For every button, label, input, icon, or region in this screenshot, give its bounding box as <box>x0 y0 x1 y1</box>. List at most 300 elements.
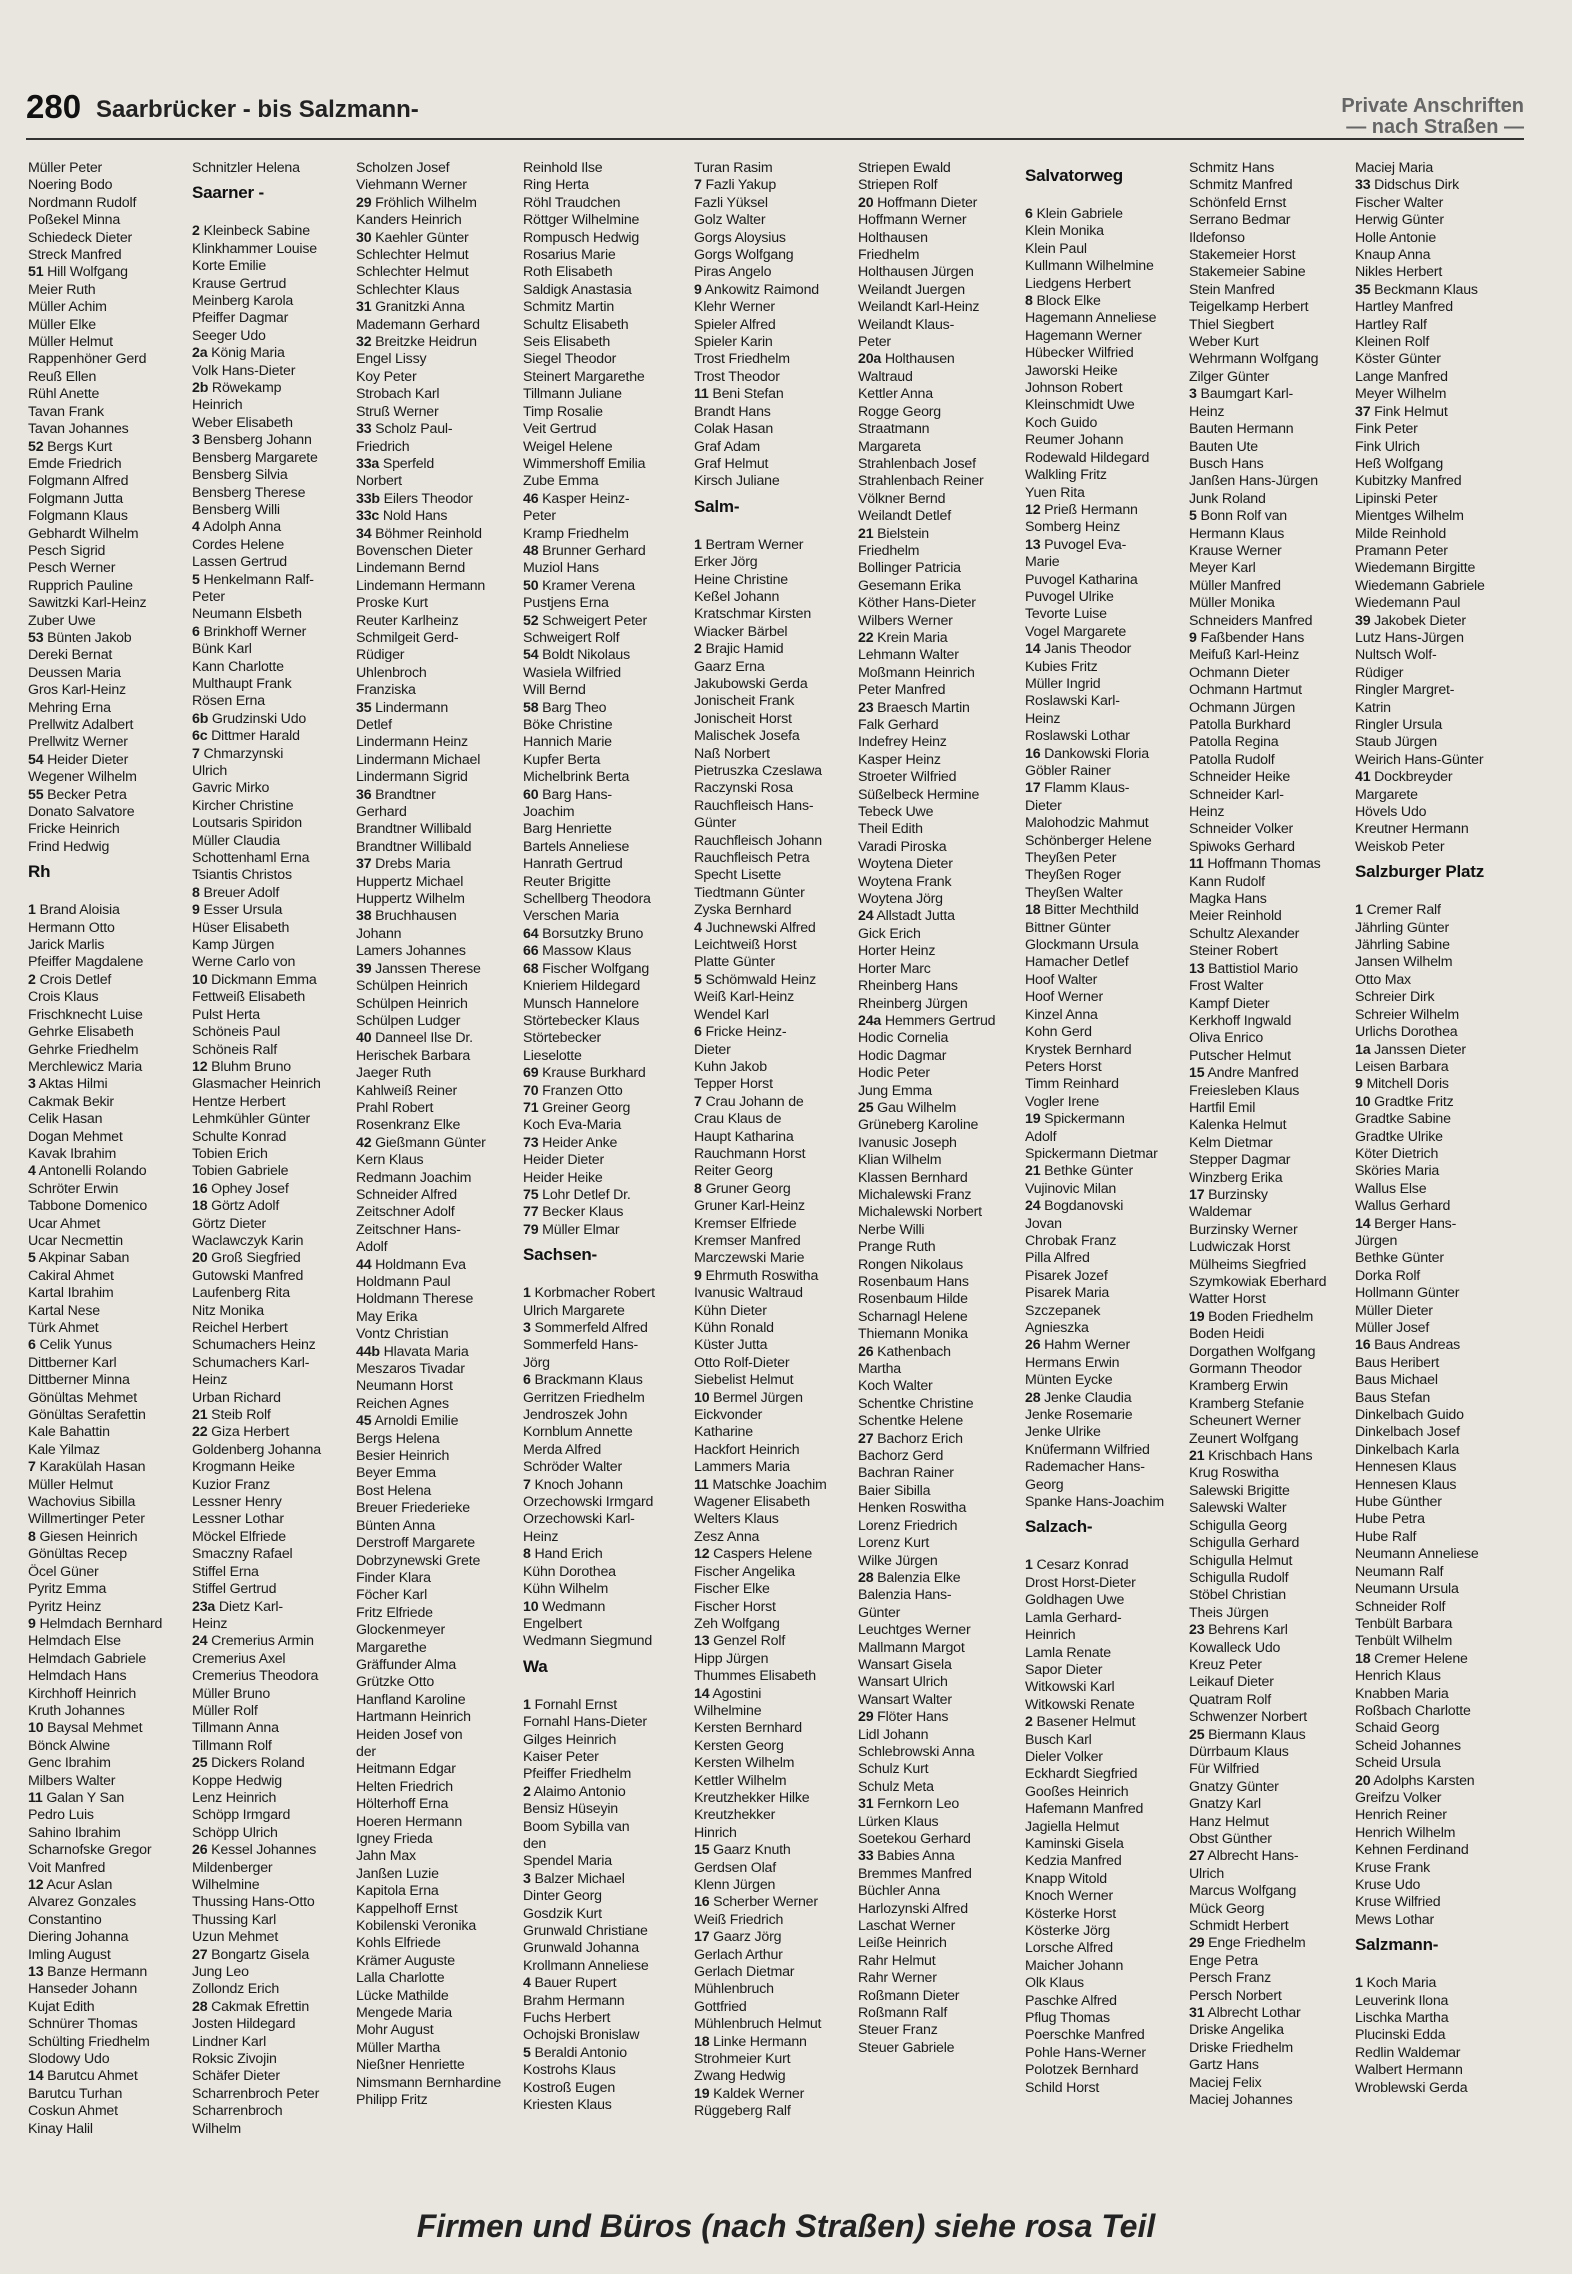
listing-entry: Stein Manfred <box>1189 281 1275 298</box>
listing-entry: Schentke Helene <box>858 1413 964 1430</box>
listing-entry: 2 Kleinbeck Sabine <box>192 223 310 240</box>
listing-entry: 68 Fischer Wolfgang <box>523 960 650 977</box>
listing-entry: Szczepanek <box>1025 1302 1101 1319</box>
listing-entry: Barg Henriette <box>523 821 612 838</box>
listing-entry: Folgmann Alfred <box>28 473 129 490</box>
listing-entry: Kann Rudolf <box>1189 873 1265 890</box>
listing-entry: Dorgathen Wolfgang <box>1189 1343 1316 1360</box>
listing-entry: Dereki Bernat <box>28 647 113 664</box>
listing-entry: Witkowski Karl <box>1025 1679 1115 1696</box>
listing-entry: Müller Helmut <box>28 334 113 351</box>
listing-entry: Korte Emilie <box>192 258 267 275</box>
listing-entry: Herwig Günter <box>1355 212 1444 229</box>
listing-entry: Pulst Herta <box>192 1006 260 1023</box>
listing-entry: Wilhelm <box>192 2120 242 2137</box>
listing-entry: Genc Ibrahim <box>28 1755 111 1772</box>
listing-entry: Müller Achim <box>28 299 107 316</box>
listing-entry: Hartley Manfred <box>1355 299 1453 316</box>
listing-entry: Ochmann Dieter <box>1189 664 1290 681</box>
listing-entry: Bünk Karl <box>192 641 252 658</box>
listing-entry: Meier Reinhold <box>1189 908 1282 925</box>
listing-entry: Henrich Reiner <box>1355 1807 1447 1824</box>
listing-entry: 1 Cesarz Konrad <box>1025 1557 1129 1574</box>
listing-entry: Hannich Marie <box>523 734 612 751</box>
listing-entry: Schiedeck Dieter <box>28 229 133 246</box>
listing-entry: Wansart Ulrich <box>858 1674 948 1691</box>
street-heading: Saarner - <box>192 183 264 203</box>
listing-entry: 8 Gruner Georg <box>694 1180 791 1197</box>
listing-entry: 22 Krein Maria <box>858 629 948 646</box>
listing-entry: Klenn Jürgen <box>694 1877 776 1893</box>
listing-entry: Poßekel Minna <box>28 212 121 229</box>
listing-entry: Georg <box>1025 1476 1064 1493</box>
listing-entry: Zube Emma <box>523 473 599 490</box>
listing-entry: Reiter Georg <box>694 1163 773 1180</box>
listing-entry: Kreutzhekker Hilke <box>694 1789 810 1806</box>
listing-entry: Strohmeier Kurt <box>694 2051 791 2068</box>
listing-entry: Thussing Hans-Otto <box>192 1894 315 1911</box>
listing-entry: Kann Charlotte <box>192 658 284 675</box>
listing-entry: Wansart Walter <box>858 1691 952 1708</box>
listing-entry: Nikles Herbert <box>1355 264 1443 281</box>
listing-entry: Glockmann Ursula <box>1025 937 1139 954</box>
listing-entry: Pedro Luis <box>28 1807 94 1824</box>
listing-entry: Heine Christine <box>694 571 788 588</box>
listing-entry: Heider Dieter <box>523 1152 604 1169</box>
listing-entry: 7 Chmarzynski <box>192 745 284 762</box>
listing-entry: Hermans Erwin <box>1025 1354 1120 1371</box>
listing-entry: Platte Günter <box>694 954 775 971</box>
listing-entry: Dogan Mehmet <box>28 1128 123 1145</box>
listing-entry: Tobien Erich <box>192 1145 268 1162</box>
listing-entry: Busch Hans <box>1189 455 1264 472</box>
listing-entry: Neumann Ralf <box>1355 1563 1444 1580</box>
listing-entry: Engel Lissy <box>356 351 427 368</box>
listing-entry: Krämer Auguste <box>356 1952 455 1969</box>
listing-entry: Lipinski Peter <box>1355 490 1438 507</box>
listing-entry: Müller Helmut <box>28 1476 113 1493</box>
listing-entry: Rogge Georg <box>858 403 941 420</box>
listing-entry: Obst Günther <box>1189 1831 1272 1847</box>
listing-entry: Schmitz Manfred <box>1189 177 1293 194</box>
listing-entry: Völkner Bernd <box>858 490 946 507</box>
listing-entry: Krollmann Anneliese <box>523 1957 649 1974</box>
listing-entry: Struß Werner <box>356 403 439 420</box>
listing-entry: Bensberg Margarete <box>192 449 318 466</box>
listing-entry: Rongen Nikolaus <box>858 1256 964 1273</box>
listing-entry: Laschat Werner <box>858 1918 956 1935</box>
listing-entry: Friedrich <box>356 438 410 455</box>
listing-entry: Fazli Yüksel <box>694 194 768 211</box>
listing-entry: 24 Cremerius Armin <box>192 1633 314 1650</box>
listing-entry: Moßmann Heinrich <box>858 664 975 681</box>
listing-entry: Mengede Maria <box>356 2005 452 2022</box>
listing-entry: Fritz Elfriede <box>356 1604 433 1621</box>
listing-entry: Indefrey Heinz <box>858 734 947 751</box>
listing-entry: 38 Bruchhausen <box>356 908 457 925</box>
listing-entry: Kaiser Peter <box>523 1748 599 1765</box>
listing-entry: Kehnen Ferdinand <box>1355 1842 1469 1859</box>
listing-entry: Weber Elisabeth <box>192 414 293 431</box>
listing-entry: Müller Peter <box>28 160 103 176</box>
listing-entry: Reuter Karlheinz <box>356 612 459 629</box>
listing-entry: Rosenbaum Hans <box>858 1274 969 1290</box>
listing-entry: Weiß Friedrich <box>694 1911 784 1928</box>
listing-entry: Theyßen Walter <box>1025 884 1123 901</box>
listing-entry: Slodowy Udo <box>28 2051 110 2068</box>
listing-entry: 13 Banze Hermann <box>28 1964 148 1981</box>
listing-entry: Pyritz Emma <box>28 1581 107 1598</box>
listing-entry: Ulrich <box>1189 1865 1225 1882</box>
listing-entry: 30 Kaehler Günter <box>356 229 469 246</box>
listing-entry: Walbert Hermann <box>1355 2062 1463 2079</box>
listing-entry: Joachim <box>523 804 575 821</box>
listing-entry: Rösen Erna <box>192 693 265 710</box>
listing-entry: 77 Becker Klaus <box>523 1204 624 1221</box>
listing-entry: Schmitz Hans <box>1189 160 1275 176</box>
street-heading: Salm- <box>694 496 740 516</box>
listing-entry: Prahl Robert <box>356 1099 434 1116</box>
listing-entry: Kanders Heinrich <box>356 212 462 229</box>
listing-entry: Kersten Wilhelm <box>694 1755 795 1772</box>
listing-entry: 1 Fornahl Ernst <box>523 1696 618 1713</box>
listing-entry: 33c Nold Hans <box>356 508 448 525</box>
listing-entry: 27 Albrecht Hans- <box>1189 1848 1299 1865</box>
listing-entry: 4 Adolph Anna <box>192 519 281 536</box>
listing-entry: Scharrenbroch Peter <box>192 2085 320 2102</box>
listing-entry: Schneider Heike <box>1189 769 1291 786</box>
listing-entry: Röttger Wilhelmine <box>523 212 640 229</box>
listing-entry: Teigelkamp Herbert <box>1189 299 1309 316</box>
listing-entry: Bensberg Silvia <box>192 467 288 484</box>
listing-entry: Kornblum Annette <box>523 1424 633 1441</box>
listing-entry: Roksic Zivojin <box>192 2051 277 2068</box>
listing-entry: Möckel Elfriede <box>192 1528 286 1545</box>
listing-entry: Stakemeier Sabine <box>1189 264 1306 281</box>
listing-entry: Schreier Wilhelm <box>1355 1006 1460 1023</box>
listing-entry: Gick Erich <box>858 925 921 942</box>
listing-entry: Knoch Werner <box>1025 1888 1114 1905</box>
listing-entry: Kampf Dieter <box>1189 995 1270 1012</box>
listing-entry: Zeunert Wolfgang <box>1189 1430 1299 1447</box>
listing-entry: Schmitz Martin <box>523 299 615 316</box>
listing-entry: Dieter <box>1025 797 1062 814</box>
listing-entry: Lischka Martha <box>1355 2010 1449 2027</box>
listing-entry: Seeger Udo <box>192 327 266 344</box>
listing-entry: 27 Bongartz Gisela <box>192 1946 310 1963</box>
listing-entry: Koch Walter <box>858 1378 933 1395</box>
listing-entry: 50 Kramer Verena <box>523 577 635 594</box>
listing-entry: Tillmann Anna <box>192 1720 279 1737</box>
listing-entry: 1 Cremer Ralf <box>1355 902 1441 919</box>
listing-entry: Heinz <box>523 1528 559 1545</box>
listing-entry: Baus Michael <box>1355 1372 1438 1389</box>
listing-entry: Lieselotte <box>523 1047 582 1064</box>
listing-entry: Kohn Gerd <box>1025 1024 1092 1041</box>
listing-entry: 8 Breuer Adolf <box>192 884 280 901</box>
listing-entry: Hanz Helmut <box>1189 1813 1269 1830</box>
listing-entry: 10 Dickmann Emma <box>192 971 317 988</box>
listing-entry: Mildenberger <box>192 1859 273 1876</box>
listing-entry: Schönfeld Ernst <box>1189 194 1287 211</box>
listing-entry: Jahn Max <box>356 1848 416 1865</box>
listing-entry: 23a Dietz Karl- <box>192 1598 283 1615</box>
listing-entry: Kühn Dorothea <box>523 1563 616 1580</box>
listing-entry: Lindemann Hermann <box>356 577 486 594</box>
listing-entry: Margareta <box>858 438 921 455</box>
listing-entry: Klehr Werner <box>694 299 775 316</box>
listing-entry: Kruth Johannes <box>28 1702 125 1719</box>
listing-entry: Leisen Barbara <box>1355 1058 1449 1075</box>
listing-entry: Oliva Enrico <box>1189 1030 1264 1047</box>
listing-entry: Kupfer Berta <box>523 751 601 768</box>
listing-entry: Laufenberg Rita <box>192 1285 290 1302</box>
listing-entry: Leichtweiß Horst <box>694 937 797 954</box>
listing-entry: Brandt Hans <box>694 403 771 420</box>
listing-entry: Spieler Karin <box>694 334 773 351</box>
listing-entry: Pisarek Maria <box>1025 1285 1110 1302</box>
listing-entry: Crau Klaus de <box>694 1111 782 1128</box>
listing-entry: Brandtner Willibald <box>356 821 472 838</box>
listing-entry: 18 Bitter Mechthild <box>1025 902 1139 919</box>
listing-entry: Janßen Luzie <box>356 1865 439 1882</box>
column-3 <box>356 160 516 2190</box>
listing-entry: Folgmann Klaus <box>28 508 128 525</box>
listing-entry: 9 Esser Ursula <box>192 902 283 919</box>
column-2 <box>192 160 352 2190</box>
listing-entry: Küster Jutta <box>694 1337 768 1354</box>
listing-entry: Roßmann Ralf <box>858 2005 948 2022</box>
listing-entry: Lamers Johannes <box>356 943 466 960</box>
listing-entry: Graf Adam <box>694 438 761 455</box>
listing-entry: Katharine <box>694 1424 753 1441</box>
listing-entry: Lassen Gertrud <box>192 554 287 571</box>
listing-entry: Spanke Hans-Joachim <box>1025 1494 1164 1511</box>
listing-entry: Vogel Margarete <box>1025 623 1127 640</box>
listing-entry: Specht Lisette <box>694 867 782 884</box>
listing-entry: Büchler Anna <box>858 1883 940 1900</box>
listing-entry: 20 Groß Siegfried <box>192 1250 301 1267</box>
listing-entry: 7 Fazli Yakup <box>694 177 777 194</box>
listing-entry: Cremerius Axel <box>192 1650 286 1667</box>
listing-entry: Heinrich <box>1025 1627 1076 1644</box>
listing-entry: Seis Elisabeth <box>523 334 611 351</box>
listing-entry: Hodic Dagmar <box>858 1047 947 1064</box>
listing-entry: Heinz <box>192 1372 228 1389</box>
listing-entry: Ochojski Bronislaw <box>523 2027 640 2044</box>
listing-entry: Harlozynski Alfred <box>858 1900 968 1917</box>
listing-entry: Kösterke Horst <box>1025 1905 1117 1922</box>
listing-entry: Weigel Helene <box>523 438 613 455</box>
listing-entry: Scheid Ursula <box>1355 1755 1441 1772</box>
listing-entry: Olk Klaus <box>1025 1975 1084 1992</box>
listing-entry: Sahino Ibrahim <box>28 1824 121 1841</box>
listing-entry: Cakiral Ahmet <box>28 1267 114 1284</box>
listing-entry: Constantino <box>28 1911 102 1928</box>
listing-entry: Gnatzy Karl <box>1189 1796 1261 1813</box>
listing-entry: Schlebrowski Anna <box>858 1743 975 1760</box>
listing-entry: Jovan <box>1025 1215 1062 1232</box>
listing-entry: Hennesen Klaus <box>1355 1476 1457 1493</box>
listing-entry: Jung Leo <box>192 1964 249 1981</box>
listing-entry: Welters Klaus <box>694 1511 779 1528</box>
listing-entry: 5 Henkelmann Ralf- <box>192 571 314 588</box>
listing-entry: Patolla Burkhard <box>1189 717 1291 733</box>
listing-entry: Wallus Gerhard <box>1355 1198 1451 1215</box>
listing-entry: Leikauf Dieter <box>1189 1674 1274 1691</box>
listing-entry: Hodic Cornelia <box>858 1030 949 1047</box>
listing-entry: Kettler Anna <box>858 386 933 403</box>
listing-entry: 14 Agostini <box>694 1685 762 1702</box>
listing-entry: Rappenhöner Gerd <box>28 351 147 368</box>
listing-entry: Waldemar <box>1189 1204 1252 1221</box>
listing-entry: Hartfil Emil <box>1189 1099 1256 1116</box>
listing-entry: Schneiders Manfred <box>1189 612 1313 629</box>
listing-entry: Herischek Barbara <box>356 1047 471 1064</box>
listing-entry: Pfeiffer Dagmar <box>192 310 289 327</box>
listing-entry: Gönültas Recep <box>28 1546 127 1563</box>
listing-entry: Norbert <box>356 473 402 490</box>
listing-entry: Kostroß Eugen <box>523 2079 616 2096</box>
listing-entry: Thiemann Monika <box>858 1326 968 1343</box>
listing-entry: Grützke Otto <box>356 1674 435 1691</box>
listing-entry: Knabben Maria <box>1355 1685 1449 1702</box>
listing-entry: Störtebecker <box>523 1030 602 1047</box>
listing-entry: Kappelhoff Ernst <box>356 1900 458 1917</box>
listing-entry: Steuer Franz <box>858 2022 938 2039</box>
listing-entry: Janßen Hans-Jürgen <box>1189 473 1318 490</box>
listing-entry: Lorenz Friedrich <box>858 1517 958 1534</box>
listing-entry: Walkling Fritz <box>1025 467 1107 484</box>
listing-entry: Margarethe <box>356 1639 427 1656</box>
listing-entry: Müller Manfred <box>1189 577 1281 594</box>
listing-entry: Roslawski Karl- <box>1025 693 1120 710</box>
street-heading: Salzburger Platz <box>1355 862 1485 882</box>
listing-entry: Bensiz Hüseyin <box>523 1801 618 1818</box>
listing-entry: 9 Faßbender Hans <box>1189 629 1305 646</box>
listing-entry: 6 Brinkhoff Werner <box>192 623 307 640</box>
listing-entry: Schnürer Thomas <box>28 2016 138 2033</box>
listing-entry: Schigulla Helmut <box>1189 1552 1293 1569</box>
listing-entry: Keßel Johann <box>694 588 780 605</box>
listing-entry: Hinrich <box>694 1824 737 1841</box>
listing-entry: 64 Borsutzky Bruno <box>523 925 644 942</box>
listing-entry: Crois Klaus <box>28 989 99 1006</box>
listing-entry: Holle Antonie <box>1355 229 1437 246</box>
listing-entry: Bremmes Manfred <box>858 1865 972 1882</box>
listing-entry: Klein Paul <box>1025 240 1087 257</box>
listing-entry: Ildefonso <box>1189 229 1245 246</box>
listing-entry: Zuber Uwe <box>28 612 96 629</box>
listing-entry: Pietruszka Czeslawa <box>694 763 822 779</box>
listing-entry: Pramann Peter <box>1355 542 1448 559</box>
column-9 <box>1355 160 1515 2190</box>
listing-entry: 1 Korbmacher Robert <box>523 1285 655 1302</box>
listing-entry: Münten Eycke <box>1025 1372 1113 1389</box>
listing-entry: Gehrke Friedhelm <box>28 1041 139 1058</box>
listing-entry: Siegel Theodor <box>523 351 617 368</box>
listing-entry: Hafemann Manfred <box>1025 1801 1144 1818</box>
listing-entry: Sawitzki Karl-Heinz <box>28 595 147 612</box>
listing-entry: Helten Friedrich <box>356 1778 453 1795</box>
listing-entry: Prellwitz Adalbert <box>28 717 134 733</box>
listing-entry: Glasmacher Heinrich <box>192 1076 321 1093</box>
listing-entry: Ulrich <box>192 763 228 779</box>
listing-entry: Weilandt Detlef <box>858 508 951 525</box>
listing-entry: 26 Kathenbach <box>858 1343 951 1360</box>
listing-entry: Pilla Alfred <box>1025 1250 1090 1267</box>
listing-entry: Puvogel Ulrike <box>1025 588 1114 605</box>
listing-entry: Gönültas Mehmet <box>28 1389 137 1406</box>
listing-entry: Weiß Karl-Heinz <box>694 989 795 1006</box>
listing-entry: Prellwitz Werner <box>28 734 128 751</box>
listing-entry: Tiedtmann Günter <box>694 884 805 901</box>
listing-entry: Boden Heidi <box>1189 1326 1265 1343</box>
listing-entry: Schlechter Helmut <box>356 264 469 281</box>
listing-entry: Mühlenbruch <box>694 1981 774 1998</box>
listing-entry: Grunwald Christiane <box>523 1923 648 1939</box>
listing-entry: Tenbült Barbara <box>1355 1615 1453 1632</box>
listing-entry: Jansen Wilhelm <box>1355 954 1453 971</box>
street-heading: Sachsen- <box>523 1245 597 1265</box>
listing-entry: Verschen Maria <box>523 908 619 925</box>
listing-entry: Plucinski Edda <box>1355 2027 1446 2044</box>
listing-entry: Knieriem Hildegard <box>523 978 641 995</box>
listing-entry: Schlechter Helmut <box>356 247 469 264</box>
listing-entry: Hermann Otto <box>28 919 115 936</box>
listing-entry: 9 Helmdach Bernhard <box>28 1615 163 1632</box>
listing-entry: 5 Akpinar Saban <box>28 1250 130 1267</box>
listing-entry: Kavak Ibrahim <box>28 1145 117 1162</box>
listing-entry: Josten Hildegard <box>192 2016 296 2033</box>
listing-entry: Fink Ulrich <box>1355 438 1420 455</box>
listing-entry: Marie <box>1025 554 1060 571</box>
listing-entry: 31 Albrecht Lothar <box>1189 2005 1301 2022</box>
listing-entry: Hanfland Karoline <box>356 1691 466 1708</box>
listing-entry: 33b Eilers Theodor <box>356 490 473 507</box>
listing-entry: Kruse Wilfried <box>1355 1894 1441 1911</box>
listing-entry: Kleinschmidt Uwe <box>1025 397 1135 414</box>
listing-entry: Jendroszek John <box>523 1407 628 1424</box>
column-5 <box>694 160 854 2190</box>
listing-entry: Philipp Fritz <box>356 2092 428 2109</box>
listing-entry: Lutz Hans-Jürgen <box>1355 629 1464 646</box>
listing-entry: Müller Rolf <box>192 1702 258 1719</box>
listing-entry: 9 Mitchell Doris <box>1355 1076 1449 1093</box>
listing-entry: Michalewski Norbert <box>858 1204 982 1221</box>
listing-entry: Rahr Helmut <box>858 1952 936 1969</box>
listing-entry: Jörg <box>523 1354 550 1371</box>
listing-entry: Heider Heike <box>523 1169 603 1186</box>
listing-entry: 21 Bethke Günter <box>1025 1163 1134 1180</box>
listing-entry: 33 Babies Anna <box>858 1848 955 1865</box>
listing-entry: Kujat Edith <box>28 1998 95 2015</box>
street-heading: Wa <box>523 1656 548 1676</box>
listing-entry: 79 Müller Elmar <box>523 1221 620 1238</box>
listing-entry: Bergs Helena <box>356 1430 440 1447</box>
listing-entry: Gebhardt Wilhelm <box>28 525 139 542</box>
listing-entry: 53 Bünten Jakob <box>28 629 132 646</box>
listing-entry: Kremser Manfred <box>694 1232 801 1249</box>
listing-entry: Rosenbaum Hilde <box>858 1291 968 1308</box>
listing-entry: Klassen Bernhard <box>858 1169 968 1186</box>
listing-entry: 1a Janssen Dieter <box>1355 1041 1466 1058</box>
listing-entry: Göbler Rainer <box>1025 763 1111 779</box>
listing-entry: Schneider Karl- <box>1189 786 1284 803</box>
listing-entry: 39 Jakobek Dieter <box>1355 612 1466 629</box>
listing-entry: Frischknecht Luise <box>28 1006 143 1023</box>
listing-entry: Stiffel Erna <box>192 1563 259 1580</box>
